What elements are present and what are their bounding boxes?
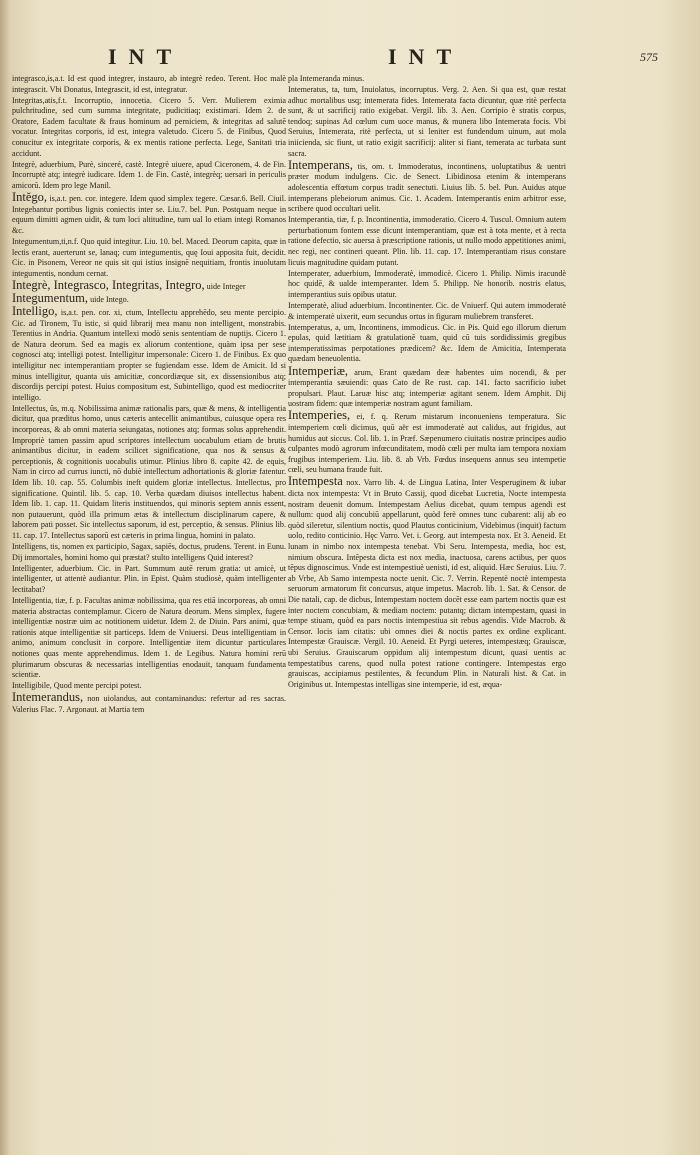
entry-headword: Intemerandus,: [12, 690, 84, 705]
dictionary-entry: [288, 215, 566, 268]
dictionary-entry: [12, 596, 286, 681]
dictionary-entry: [12, 74, 286, 95]
dictionary-entry: [12, 237, 286, 279]
entry-text: Integumentum,ti,n.f. Quo quid integitur. Liu. 10. bel. Maced. Deorum capita, quæ in lectis erant, auerterunt se, lanaq; cum integumentis, quę Ioui apposita fuit, decidit. Cic. in Pisonem, Vereor ne quis sit qui istius insignē nequitiam, frontis inuolutam integumentis, nondum cernat.: [12, 236, 286, 278]
dictionary-entry: [288, 85, 566, 159]
right-column: [288, 74, 566, 691]
entry-text: Intemperantia, tiæ, f. p. Incontinentia, immoderatio. Cicero 4. Tuscul. Omnium autem perturbationum fontem esse dicunt intemperantiam, quæ est à tota mente, et à recta ratione defectio, sic auersa à præscriptione rationis, ut nullo modo appetitiones animi, nec regi, nec contineri queant. Plin. lib. 11. cap. 17. Intemperantiam risus constare licuis magnitudine quidam putant.: [288, 215, 566, 267]
entry-text: Integrè, aduerbium, Purè, sinceré, castè. Integrè uiuere, apud Ciceronem, 4. de Fin. Incorruptè atq; integrè iudicare. Idem 1. de Fin. Castè, integrèq; uersari in periculis amicorū. Idem pro lege Manil.: [12, 159, 286, 190]
entry-text: non uiolandus, aut contaminandus: refertur ad res sacras. Valerius Flac. 7. Argonaut. at Martia tem: [12, 694, 286, 714]
entry-headword: Intemperans,: [288, 157, 353, 172]
entry-text: is,a.t. pen. cor. integere. Idem quod simplex tegere. Cæsar.6. Bell. Ciuil. Integebantur portibus lignis coniectis inter se. Liu.7. bel. Pun. Postquam neque in equum dimitti agmen uidit, & tum loci altitudine, tum ual lo etiam integi Romanos &c.: [12, 194, 286, 235]
entry-text: Intemperater, aduerbium, Immoderatè, immodicè. Cicero 1. Philip. Nimis iracundè hoc quidē, & ualde intemperanter. Idem 5. Philipp. Ne honorib. nostris elatus, intemperantius suis opibus utatur.: [288, 268, 566, 299]
entry-text: ei, f. q. Rerum mistarum inconueniens temperatura. Sic intemperiem cœli dicimus, quū aër est immoderatè aut calidus, aut frigidus, aut humidus aut siccus. Col. lib. 1. in Præf. Sæpenumero ciuitatis nostræ principes audio culpantes modò agrorum infœcunditatem, modò cœli per multa iam tempora noxiam frugibus intemperiem. Liu. lib. 8. ab Vrb. Fœdus insequens annus seu intempetie cœli, seu humana fraude fuit.: [288, 412, 566, 475]
dictionary-entry: [288, 476, 566, 690]
entry-text: Intellectus, ûs, m.q. Nobilissima animæ rationalis pars, quæ & mens, & intelligentia dicitur, qua præditus homo, unus cæteris antecellit animantibus, cuiusque opera res incorporeas, & ab omni materia seiungatas, notiones atq; formas solus apprehendit. Impropriè tamen passim apud scriptores intellectum uocabulum etiam de brutis animantibus dicitur, in eadem scilicet significatione, qua nos & sensus & perceptionis, & cognitionis uocabulis utimur. Plinius libro 8. capite 42. de equis, Nam in circo ad currus iuncti, nō dubiè intellectum adhortationis & gloriæ fatentur. Idem lib. 10. cap. 55. Columbis ineft quidem gloriæ intellectus. Intellectus, pro significatione. Quintil. lib. 5. cap. 10. Verba quædam diuisos intellectus habent. Idem lib. 1. cap. 11. Quidam literis instituendos, qui minoris septem annis essent, non putauerunt, quòd illa primum ætas & intellectum disciplinarum capere, & laborem pati posset. Sic intellectus saporum, id est, perceptio, & sensus. Plinius lib. 11. cap. 17. Intellectus saporū est cæteris in prima lingua, homini in palato.: [12, 403, 286, 540]
dictionary-entry: [12, 404, 286, 542]
entry-text: uide Intego.: [90, 294, 129, 304]
entry-text: Integritas,atis,f.t. Incorruptio, innocetia. Cicero 5. Verr. Mulierem eximia pulchritudine, sed cum summa integritate, pudicitiaq; existimari. Idem 2. de Oratore, Eadem facultate & fraus hominum ad perniciem, & integritas ad salutē vocatur. Integritas corporis, id est, integra valetudo. Cicero 5. de Finibus, Quod conucitur ex integritate corporis, & ex mentis ratione perfecta. Lege, Sanitati tria accidunt.: [12, 95, 286, 158]
dictionary-entry: [12, 564, 286, 596]
entry-text: Intemperatè, aliud aduerbium. Incontinenter. Cic. de Vniuerf. Qui autem immoderatè & intemperatè uixerit, eum secundus ortus in figuram muliebrem transferet.: [288, 300, 566, 321]
entry-text: uide Integer: [206, 281, 246, 291]
entry-text: nox. Varro lib. 4. de Lingua Latina, Inter Vesperuginem & iubar dicta nox intempesta: Vt in Bruto Cassij, quod dicebat Lucretia, Nocte intempesta nostram deuenit domum. Intempestam Aelius dicebat, quum tempus agendi est nullum: quod alij concubiū appellarunt, quòd ferè omnes tunc cubarent: alij ab eo quòd sileretur, silentium noctis, quod Plautus conticinium, Videbimus (inquit) factum uolo, redito conticinio. Hęc Varro. Vet. i. Georg. aut intempesta nox. Et 3. Aeneid. Et lunam in nimbo nox intempesta tenebat. Vbi Seru. Intempesta, media, hoc est, nimium obscura. Intēpesta dicta est nox media, inactuosa, carens actibus, per quos tēpus dignoscimus. Vnde est intempestiuè uenisti, id est, aliquid. Hæc Seruius. Liu. 7. ab Vrbe, Ab Samo intempesta nocte uenit. Cic. 7. Verrin. Repentè noctè intempesta seruorum armatorum fit concursus, atque impetus. Macrob. lib. 1. Sat. & Censor. de Die natali, cap. de dicbus, Intempestam noctem docēt esse eam partem noctis quæ est inter noctem concubiam, & mediam noctem: putantq; dictam intempestam, quasi in tempe stiuam, quòd ea pars noctis intempestiua sit rebus agendis. Vide Macrob. & Censor. locis iam citatis: ubi omnes diei & noctis partes ex ordine explicant. Intempestæ Grauiscæ. Vergil. 10. Aeneid. Et Pyrgi ueteres, intempestæq; Grauiscæ, ubi Seruius. Grauiscarum oppidum alij intempestum dicunt, quasi uentis ac tempestatibus carens, quod nulla potest ratione contingere. Intempestas ergo grauiscas, accipiamus pestilentes, & fecundum Plin. in Naturali hist. & Cat. in Originibus ut. Intempestas intelligas sine intemperie, id est, æqua-: [288, 478, 566, 689]
page-number: 575: [640, 50, 658, 64]
entry-text: integrasco,is,a.t. Id est quod integrer, instauro, ab integrè redeo. Terent. Hoc malè integrascit. Vbi Donatus, Integrascit, id est, integratur.: [12, 74, 286, 94]
entry-headword: Intempesta: [288, 474, 343, 489]
entry-text: Intelligibile, Quod mente percipi potest.: [12, 681, 142, 691]
dictionary-entry: [288, 74, 566, 85]
dictionary-entry: [12, 542, 286, 563]
entry-text: Intemperatus, a, um, Incontinens, immodicus. Cic. in Pis. Quid ego illorum dierum epulas, quid lætitiam & gratulationē tuam, quid cū tuis sordidissimis gregibus intemperatissimas perpotationes prædicem? &c. Idem de Amicitia, Intemperata quædam beneuolentia.: [288, 322, 566, 364]
dictionary-entry: [12, 96, 286, 160]
dictionary-entry: [12, 303, 286, 403]
left-column: [12, 74, 286, 716]
entry-text: is,a.t. pen. cor. xi, ctum, Intellectu apprehēdo, seu mente percipio. Cic. ad Tironem, Tu istic, si quid librarij mea manu non intelligent, monstrabis. Terentius in Andria. Quantum intellexi modò senis sententiam de nuptijs. Cicero 1. de Natura deorum. Sed ea magis ex aliorum contentione, quàm ipsa per sese cognosci atq; intelligi potest. Intelligitur impersonale: Cicero 1. de Finibus. Ex quo intelligitur nec intemperantiam propter se fugiendam esse. Idem de Amicit. Id si minus intelligitur, quanta uis amicitiæ, concordiæque sit, ex dissensionibus atq; discordijs percipi potest. Huius compositum est, Subintelligo, quod est mediocriter intelligo.: [12, 307, 286, 402]
left-guide-word: INT: [108, 44, 184, 69]
dictionary-entry: [12, 692, 286, 715]
dictionary-entry: [288, 301, 566, 322]
entry-text: Intemeratus, ta, tum, Inuiolatus, incorruptus. Verg. 2. Aen. Si qua est, quæ restat adhuc mortalibus usq; intemerata fides. Intemerata facta dicuntur, quæ ritè perfecta sunt, & ut sacrificij ratio exigebat. Vergil. lib. 3. Aen. Corripio è stratis corpus, tendoq; supinas Ad cœlum cum uoce manus, & munera libo Intemerata focis. Vbi Seruius, Intemerata, ritè perfecta, ut si leniter est fundendum uinum, aut mola iniicienda, sic fiunt, ut ratio exigit sacrificij: aliter si fiant, temerata ac turbata sunt sacra.: [288, 85, 566, 158]
entry-headword: Integrè, Integrasco, Integritas, Integro,: [12, 277, 205, 292]
entry-text: Intelligens, tis, nomen ex participio, Sagax, sapiēs, doctus, prudens. Terent. in Eunu. Dij immortales, homini homo qui præstat? stulto intelligens Quid interest?: [12, 542, 286, 562]
entry-text: pla Intemeranda minus.: [288, 74, 365, 83]
right-guide-word: INT: [388, 44, 464, 69]
dictionary-entry: [12, 160, 286, 192]
dictionary-entry: [288, 363, 566, 410]
entry-headword: Intemperies,: [288, 408, 351, 423]
dictionary-entry: [288, 410, 566, 476]
entry-text: Intelligenter, aduerbium. Cic. in Part. Summum autē rerum gratia: ut amicè, ut intelligenter, ut attentè audiantur. Plin. in Epist. Quàm studiosè, quàm intelligenter lectitabat?: [12, 563, 286, 594]
running-header: [0, 44, 700, 72]
entry-headword: Intelligo,: [12, 303, 58, 318]
binding-shadow: [0, 0, 10, 1155]
entry-headword: Intemperiæ,: [288, 363, 349, 378]
entry-text: Intelligentia, tiæ, f. p. Facultas animæ nobilissima, qua res etiā incorporeas, ab omni materia abstractas contemplamur. Cicero de Natura deorum. Mens simplex, fugere intelligentiæ nostræ uim ac notitionem uidetur. Idem 2. de Diuin. Pars animi, quæ rationis atque intelligentiæ sit particeps. Idem de Vniuersi. Deus intelligentiam in animo, animum conclusit in corpore. Intelligentiæ item dicuntur particulares notiones quas mente apprehendimus. Idem 1. de Legibus. Natura homini rerū plurimarum obscuras & necessarias intelligentias enodauit, tanquam fundamenta scientiæ.: [12, 596, 286, 680]
dictionary-entry: [288, 323, 566, 365]
entry-headword: Intĕgo,: [12, 190, 48, 205]
entry-text: tis, om. t. Immoderatus, incontinens, uoluptatibus & uentri præter modum indulgens. Cic. de Senect. Libidinosa etenim & intemperans adolescentia effœtum corpus tradit senectuti. Liuius lib. 5. bel. Pun. Auidus atque intemperans plebeiorum animus. Cic. 1. Academ. Intemperantis enim arbitror esse, scribere quod occultari uelit.: [288, 161, 567, 214]
dictionary-entry: [288, 269, 566, 301]
dictionary-entry: [12, 192, 286, 236]
entry-text: arum, Erant quædam deæ habentes uim nocendi, & per intemperantia sæuiendi: quas Cato de Re rust. cap. 141. facto sacrificio iubet propulsari. Plaut. Laruæ hisc atq; intemperiæ agitant senem. Idem Amphit. Dij uostram fidem: quæ intemperiæ nostram agunt familiam.: [288, 367, 566, 409]
dictionary-entry: [288, 157, 567, 215]
entry-headword: Integumentum,: [12, 290, 89, 305]
